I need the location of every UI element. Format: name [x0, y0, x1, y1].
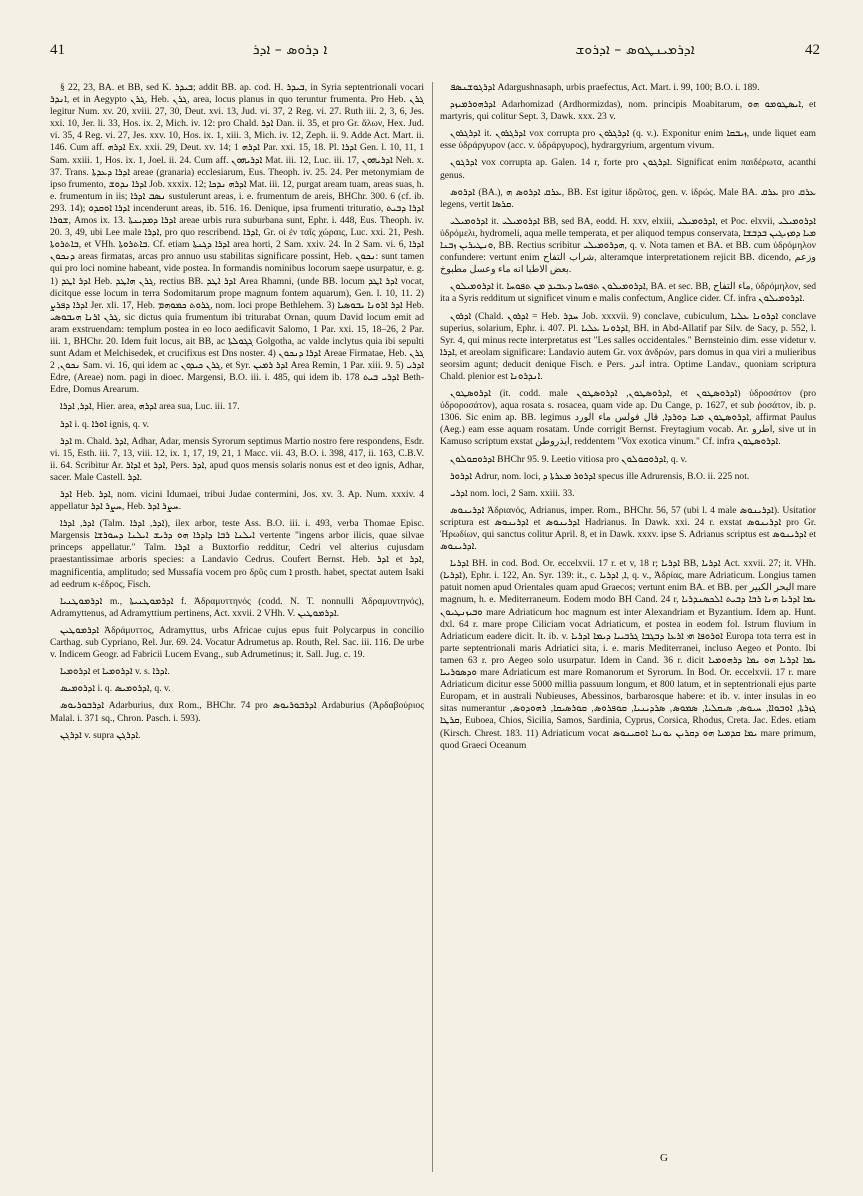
- dictionary-entry: ܐܕܪܘܡܝܠܘܢ it. ܐܕܪܘܡܝܠܘܢ ܬܦܘܚܐ ܕܥܒܝܕ ܡܢ ܬܦܘܚܐ, BA. et sec. BB, ماء التفاح, ὑδρόμηλον, sed ita a Syris redditum ut significet vinum e malis confectum, Anglice cider. Cf. infra ܐܕܪܘܡܝܠܘܢ.: [440, 281, 816, 305]
- dictionary-entry: ܐܕܪܓܪܘܢ it. ܐܕܪܓܪܘܢ vox corrupta pro ܐܕܪܓܪܘܢ (q. v.). Exponitur enim ܙܝܒܩܐ, unde liquet eam esse ὑδράργυρον (acc. v. ὑδράργυρος), hydrargyrium, argentum vivum.: [440, 128, 816, 152]
- running-title-right: ܐܕܪܡܝܢܛܘܣ – ܐܕܪܘܫ: [575, 42, 695, 58]
- dictionary-entry: ܐܕܪ, ܐܕܪܐ (Talm. ܐܕܪ, ܐܕܪܐ), ilex arbor, teste Ass. B.O. iii. i. 493, verba Thomae Episc. Margensis ܐܝܠܢܐ ܪܒܐ ܕܐܕܪܐ ܗܘ ܕܪܝܫ ܐܝܠܢܐ ܕܚܘܪܫܐ vertente "ingens arbor ilicis, quae silvae princeps appellatur." Talm. ܐܕܪܐ a Buxtorfio redditur, Cedri vel alterius cujusdam praestantissimae arboris species: a Landavio Cedrus. Coufert Bernst. Heb. ܐܕܪ et ܐܕܪ, magnificentia, amplitudo; sed Mussafia vocem pro δρῦς cum ܐ prosth. habet, spectat autem Isaki ad eedrum κ-έδρος, Fisch.: [50, 518, 424, 590]
- dictionary-entry: ܐܕܪܘܡܝܐ et ܐܕܪܘܡܝܐ v. s. ܐܕܪܐ.: [60, 666, 170, 678]
- dictionary-entry: ܐܕܪܓܘܫܢܣܦ Adargushnasaph, urbis praefectus, Act. Mart. i. 99, 100; B.O. i. 189.: [450, 82, 760, 93]
- page-number-left: 41: [50, 42, 65, 58]
- dictionary-entry: ܐܕܪܝ nom. loci, 2 Sam. xxiii. 33.: [450, 487, 575, 499]
- dictionary-entry: ܐܕܪܘܪ Adrur, nom. loci, ܐܕܪܘܪ ܡܥܪܬܐ ܕ specus ille Adrurensis, B.O. ii. 225 not.: [450, 470, 750, 482]
- dictionary-entry: ܐܕܪܝܐ BH. in cod. Bod. Or. eccelxvii. 17 r. et v, 18 r; ܐܕܪܝܐ BB, ܐܕܪܝܐ Act. xxvii. 27; it. VHh. (ܐܕܪܝܐ), Ephr. i. 122, An. Syr. 139: it., c. ܐ, ܐܕܪܝܐ, q. v., Ἀδρίας, mare Adriaticum. Longius tamen patuit nomen apud Orientales quam apud Graecos; vertunt enim BA. et BB. per البحر الكبير mare magnum, h. e. Mediterraneum. Eodem modo BH Cand. 24 r, ܝܡܐ ܐܕܪܝܐ ܗܢܐ ܪܒܐ ܕܒܝܬ ܐܠܟܣܢܕܪܝܐ ܘܒܝܙܢܛܝܘܢ mare Adriaticum hoc magnum est inter Alexandriam et Byzantium. Idem ap. Hunt. dxl. 64 r. mare prope Ciliciam vocat Adriaticum, et postea in eodem fol. Istrum fluvium in Adriaticum eadere dicit. It. ib. v. ܐܘܪܘܦܐ ܗܝ ܐܪܥܐ ܕܒܓܒܐ ܓܪܒܝܝܐ ܕܝܡܐ ܐܕܪܝܐ Europa tota terra est in parte septentrionali maris Adriatici sita, i. e. maris Mediterranei, incluso Aegeo et Ponto. Ibi tamen 63 r. pro Aegeo solo usurpatur. Idem in Cand. 36 r. dicit ܝܡܐ ܐܕܪܝܐ ܗܘ ܝܡܐ ܕܪܗܘܡܝܐ ܘܕܣܘܪܝܝܐ mare Adriaticum est mare Romanorum et Syrorum. In Bod. Or. eccelxvii. 17 r. mare Adriaticum dicitur esse 5000 millia passuum longum, et 800 latum, et in septentrionali ejus parte Europam, et in australi Nubieuses, Abessinos, barbarosque habere: et ib. v. inter insulas in eo sitas numerantur ܓܙܪܬܐ, ܐܘܒܘܐܐ, ܚܝܘܣ, ܣܝܩܠܝܐ, ܣܡܘܣ, ܣܪܕܝܢܝܐ, ܩܘܦܪܘܣ, ܩܘܪܣܝܩܐ, ܪܗܘܕܘܣ, ܩܪܛܐ, Euboea, Chios, Sicilia, Samos, Sardinia, Cyprus, Corsica, Rhodus, Creta. Jac. Edes. etiam (Kirsch. Chrest. 183. 11) Adriaticum vocat ܝܡܐ ܩܕܡܝܐ ܗܘ ܕܩܪܝܢ ܝܘܢܝܐ ܐܘܩܝܢܘܣ mare primum, quod Graeci Oceanum: [440, 558, 816, 751]
- page-header: [50, 42, 820, 66]
- dictionary-entry: ܐܕܪ m. Chald. ܐܕܪ, Adhar, Adar, mensis Syrorum septimus Martio nostro fere respondens, Esdr. vi. 15, Esth. iii. 7, 13, viii. 12, ix. 1, 17, 19, 21, 1 Macc. vii. 43, B.O. i. 398, 417, ii. 163, C.B.V. ii. 64. Scribitur Ar. ܐܕܐܪ et ܐܕܪ, Pers. ܐܕܪ, apud quos mensis solaris nonus est et deo ignis, Adhar, sacer. Male Castell. ܐܕܪ.: [50, 435, 424, 483]
- dictionary-entry: § 22, 23, BA. et BB, sed K. ܒܝܕܪ; addit BB. ap. cod. H. ܒܝܕܪ, in Syria septentrionali vocari ܐܢܕܪ, et in Aegypto ܓܪܢ, Heb. ܓܪܢ, area, locus planus in quo teruntur frumenta. Pro Heb. ܓܪܢ legitur Num. xv. 20, xviii. 27, 30, Deut. xvi. 13, Jud. vi. 37, 2 Reg. vi. 27. Ruth iii. 2, 3, 6, Jes. xxi. 10, Jer. li. 33, Hos. ix. 2, Mich. iv. 12: pro Chald. ܐܕܪ Dan. ii. 35, et pro Gr. ἅλων, Hex. Jud. vi. 35, 4 Reg. vi. 27, Jes. xxv. 10, Hos. ix. 1, xiii. 3, Mich. iv. 12, Zeph. ii. 9. Adde Act. Mart. ii. 146. Cum aff. ܐܕܪܗ Ex. xxii. 29, Deut. xv. 14; ܐܕܪܗ 1 Par. xxi. 15, 18. Pl. ܐܕܪܐ Gen. l. 10, 11, 1 Sam. xxiii. 1, Hos. ix. 1, Joel. ii. 24. Cum aff. ܐܕܪܝܗܘܢ Mat. iii. 12, Luc. iii. 17, ܐܕܪܝܗܘܢ Neh. x. 37. Trans. ܐܕܪܐ ܕܥܕܬܐ areae (granaria) ecclesiarum, Eus. Theoph. iv. 25. 24. Per metonymiam de ipso frumento, ܐܕܪܐ ܢܕܘܫ Job. xxxix. 12; ܐܕܪܗ ܢܕܟܐ Mat. iii. 12, purgat aream tuam, areas suas, h. e. frumentum in iis; ܢܣܒ ܐܕܪܐ sustulerunt areas, i. e. frumentum de areis, BHChr. 300. 6 (cf. ib. 293. 14); ܐܕܪܐ ܐܘܩܕܘ incenderunt areas, ib. 516. 16. Denique, ipsa frumenti trituratio, ܐܕܪܐ ܕܒܝܬ ܫܘܪܐ, Amos ix. 13. ܐܕܪܐ ܕܡܕܝܢܬܐ areae urbis rura suburbana sunt, Ephr. i. 448, Eus. Theoph. iv. 20. 3, 49, ubi Lee male ܐܕܪܐ, pro quo rescribend. ܐܕܪܐ, Gr. οἱ ἐν ταῖς χώραις, Luc. xxi. 21, Pesh. ܒܐܬܪܘܬܐ, et VHh. ܒܐܬܪܘܬܐ. Cf. etiam ܐܕܪܐ ܕܓܢܬܐ area horti, 2 Sam. xxiv. 24. In 2 Sam. vi. 6, ܐܕܪܐ ܕܢܟܘܢ areas firmatas, arcas pro annuo usu stabilitas significare possint, Heb. ܢܟܘܢ: sunt tamen qui pro loci nomine habeant, vide postea. In formandis nominibus locorum saepe usurpatur, e. g. 1) ܐܕܪ ܐܛܕ Heb. ܓܪܢ ܗܐܛܕ, rectius BB. ܐܕܪ ܐܛܕ Area Rhamni, (unde BB. locum ܐܕܪ ܐܛܕ vocat, dicitque esse locum in terra Sodomitarum prope magnum fontem aquarum), Gen. l. 10, 11. 2) ܐܕܪܐ ܕܦܪܨ Jer. xli. 17, Heb. ܓܪܘܬ ܟܡܘܗܡ, nom. loci prope Bethlehem. 3) ܐܕܪ ܐܪܘܢܐ ܝܒܘܣܝܐ Heb. ܓܪܢ ܐܪܢܐ ܗܝܒܘܣܝ, sic dictus quia frumentum ibi triturabat Ornan, quum David locum emit ad aram exstruendam: templum postea in eo loco aedificavit Salomo, 1 Par. xxi. 15, 18–26, 2 Par. iii. 1, BHChr. 20. Idem fuit locus, ait BB, ac ܓܓܘܠܬܐ Golgotha, ac valde inclytus quia ibi sepulti sunt Adam et Melchisedek, et crucifixus est Dns noster. 4) ܐܕܪܐ ܕܢܟܘܢ Areae Firmatae, Heb. ܓܪܢ ܢܟܘܢ, 2 Sam. vi. 16, qui idem ac ܓܪܢ ܟܝܕܘܢ, et Syr. ܐܕܪ ܪܡܝܢ Area Remin, 1 Par. xiii. 9. 5) ܐܕܪܝ Edre, (Areae) nom. pagi in dioec. Margensi, B.O. iii. i. 485, qui idem ib. 178 ܐܕܪܝ ܒܝܬ Beth-Edre, Domus Arearum.: [50, 82, 424, 396]
- right-column: [440, 82, 816, 1162]
- dictionary-entry: ܐܕܪܘܣܛܘܢ (it. codd. male ܐܕܪܘܣܛܘܢ, ܐܕܪܘܣܛܘܢ, et ܐܕܪܘܣܛܘܢ) ὑδροσάτον (pro ὑδροροσάτον), aqua rosata s. rosacea, quam vide ap. Du Cange, p. 1627, et sub ῥοσάτον, ib. p. 1306. Sic enim ap. BB. legimus ܐܕܪܘܣܛܘܢ ܡܝܐ ܕܘܪܕܐ, قال فولس ماء الورد, affirmat Paulus (Aeg.) eam esse aquam rosatam. Unde corrigit Bernst. Freytagium vocab. Ar. اطرو, sive ut in Kamuso scriptum exstat ايذروطن, reddentem "Vox exotica vinum." Cf. infra ܐܕܪܘܣܛܘܢ.: [440, 388, 816, 448]
- dictionary-entry: ܐܕܪ Heb. ܐܕܪ, nom. vicini Idumaei, tribui Judae contermini, Jos. xv. 3. Ap. Num. xxxiv. 4 appellatur ܚܨܪ ܐܕܪ, Heb. ܚܨܪ ܐܕܪ.: [50, 489, 424, 513]
- dictionary-entry: ܐܕܪܘܩܘܠܘܢ BHChr 95. 9. Leetio vitiosa pro ܐܕܪܘܩܘܠܘܢ, q. v.: [450, 453, 688, 465]
- running-title-left: ܐ ܕܪܘܣ – ܐܕܪ: [252, 42, 328, 58]
- dictionary-entry: ܐܕܪܓܘܢ vox corrupta ap. Galen. 14 r, forte pro ܐܕܪܓܘܢ. Significat enim παιδέρωτα, acanthi genus.: [440, 157, 816, 181]
- dictionary-entry: ܐܕܪܡܘܛܝܢ Ἀδράμυττος, Adramyttus, urbs Africae cujus epus fuit Polycarpus in concilio Carthag. sub Cypriano, Rel. Jur. 69. 24. Vocatur Adrumetus ap. Routh, Rel. Sac. iii. 116. De urbe v. Indicem Geogr. ad Fabricii Lucem Evang., sub Adrumetinus; it. Sall. Jug. c. 19.: [50, 624, 424, 661]
- signature-mark: G: [660, 1152, 668, 1164]
- dictionary-entry: ܐܕܪܓܢ v. supra ܐܕܪܓܢ.: [60, 729, 141, 741]
- dictionary-entry: ܐܕܪܘܢ (Chald. ܐܕܪܘܢ = Heb. ܚܕܪ Job. xxxvii. 9) conclave, cubiculum, ܐܕܪܘܢܐ ܥܠܝܐ conclave superius, solarium, Ephr. i. 407. Pl. ܐܕܪܘܢܐ ܥܠܝܐ, BH. in Abd-Allatif par Silv. de Sacy, p. 552, l. Syr. 4, qui minus recte interpretatus est "Les salles occidentales." Bernsteinio dim. esse videtur v. ܐܕܪܐ, et areolam significare: Landavio autem Gr. vox ἀνδρών, pars domus in qua viri a mulieribus seorsim agunt; deducit denique Fisch. e Pers. اندر intra. Optime Landav., quoniam scriptura Chald. plenior est ܐܢܕܪܘܢܐ.: [440, 310, 816, 382]
- dictionary-entry: ܐܕܪܡܘܛܢܝܐ m., ܐܕܪܡܘܛܢܝܬܐ f. Ἀδραμυττηνός (codd. N. T. nonnulli Ἀδραμυντηνός), Adramyttenus, ad Adramyttium pertinens, Act. xxvii. 2 VHh. V. ܐܕܪܡܘܛܝܢ.: [50, 595, 424, 619]
- page-number-right: 42: [805, 42, 820, 58]
- left-column: [50, 82, 424, 1162]
- dictionary-entry: ܐܕܪ, ܐܕܪܐ, Hier. area, ܐܕܪܗ area sua, Luc. iii. 17.: [60, 401, 240, 413]
- dictionary-entry: ܐܕܪ i. q. ܐܘܪܐ ignis, q. v.: [60, 418, 150, 430]
- dictionary-entry: ܐܕܪܝܢܘܣ Ἀδριανός, Adrianus, imper. Rom., BHChr. 56, 57 (ubi l. 4 male ܐܕܪܝܢܘܣ). Usitatior scriptura est ܐܕܪܝܢܘܣ et ܐܕܪܝܢܘܣ Hadrianus. In Dawk. xxi. 24 r. exstat ܐܕܪܝܢܘܣ pro Gr. Ἡρωδίων, qui sanctus colitur April. 8, et in Dawk. xxxv. ipse S. Adrianus scriptus est ܐܕܪܝܢܘܣ et ܐܕܪܝܢܘܣ.: [440, 504, 816, 553]
- dictionary-entry: ܐܕܪܘܡܝܠܝ it. ܐܕܪܘܡܝܠܝ BB, sed BA, eodd. H. xxv, elxiii, ܐܕܪܘܡܝܠܝ, et Poc. elxvii, ܐܕܪܘܡܝܠܝ ὑδρόμελι, hydromeli, aqua melle temperata, et per aliquod tempus conservata, ܡܝܐ ܕܡܙܝܓܝܢ ܒܕܒܫܐ ܘܢܛܝܪܝܢ ܙܒܢܐ, BB. Rectius scribitur ܗܕܪܘܡܝܠܝ, q. v. Nota tamen et BA. et BB. cum ὑδρόμηλον confundere: vertunt enim شراب التفاح, alteramque interpretationem rejicit BB. dicendo, وزعم بعض الاطبا انه ماء وعسل مطبوخ.: [440, 215, 816, 276]
- column-divider: [432, 82, 433, 1172]
- dictionary-entry: ܐܕܪܘܡܝܣ i. q. ܐܕܪܘܡܝܣ, q. v.: [60, 683, 171, 695]
- dictionary-entry: ܐܕܪܒܘܪܝܘܣ Adarburius, dux Rom., BHChr. 74 pro ܐܕܪܒܘܪܝܘܣ Ardaburius (Ἀρδαβούριος Malal. i. 371 sq., Chron. Pasch. i. 593).: [50, 700, 424, 724]
- dictionary-entry: ܐܕܪܘܣ (BA.), ܥܪܩ ܐܕܪܘܣ ܗ, BB. Est igitur ἱδρῶτος, gen. v. ἱδρώς. Male BA. ܥܪܩ pro ܥܪܩ legens, vertit ܩܪܣܐ.: [440, 186, 816, 210]
- dictionary-entry: ܐܕܪܗܘܪܡܝܙܕ Adarhomizad (Ardhormizdas), nom. principis Moabitarum, ܐܝܣܛܘܡܘ ܗܘ, et martyris, qui colitur Sept. 3, Dawk. xxx. 23 v.: [440, 99, 816, 123]
